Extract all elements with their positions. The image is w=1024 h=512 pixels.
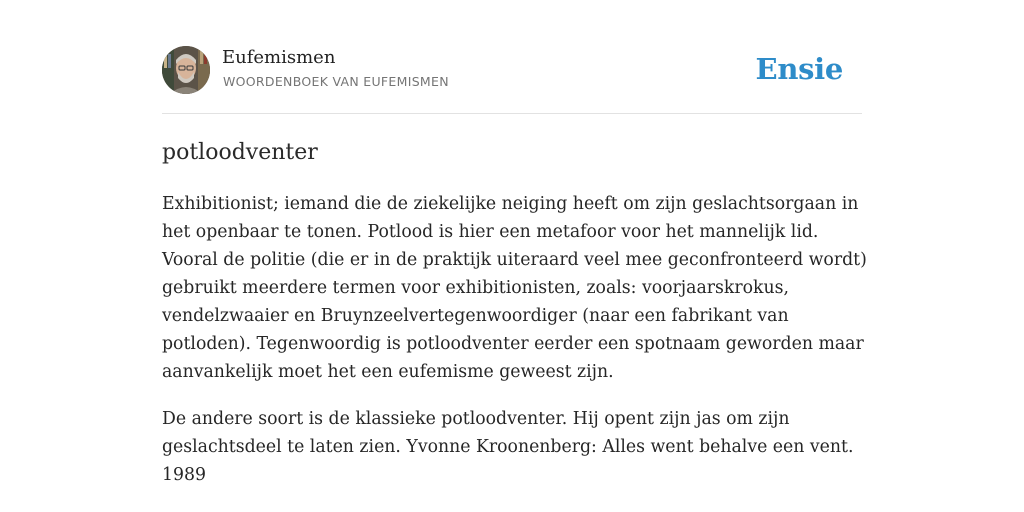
definition-line: De andere soort is de klassieke potloodventer. Hij opent zijn jas om zijn <box>162 409 790 429</box>
dictionary-subtitle: WOORDENBOEK VAN EUFEMISMEN <box>223 74 449 89</box>
definition-line: gebruikt meerdere termen voor exhibitionisten, zoals: voorjaarskrokus, <box>162 278 790 298</box>
entry-term: potloodventer <box>162 140 318 165</box>
dictionary-name[interactable]: Eufemismen <box>222 47 336 68</box>
header-divider <box>162 113 862 114</box>
entry-definition <box>162 190 867 508</box>
definition-paragraph <box>162 405 862 489</box>
definition-line: potloden). Tegenwoordig is potloodventer eerder een spotnaam geworden maar <box>162 334 864 354</box>
definition-line: het openbaar te tonen. Potlood is hier een metafoor voor het mannelijk lid. <box>162 222 819 242</box>
definition-line: geslachtsdeel te laten zien. Yvonne Kroonenberg: Alles went behalve een vent. <box>162 437 854 457</box>
definition-line: 1989 <box>162 465 206 485</box>
definition-line: Exhibitionist; iemand die de ziekelijke neiging heeft om zijn geslachtsorgaan in <box>162 194 859 214</box>
dictionary-header <box>162 46 862 96</box>
definition-line: aanvankelijk moet het een eufemisme geweest zijn. <box>162 362 614 382</box>
ensie-logo[interactable]: Ensie <box>755 52 843 86</box>
definition-line: Vooral de politie (die er in de praktijk uiteraard veel mee geconfronteerd wordt) <box>162 250 867 270</box>
definition-line: vendelzwaaier en Bruynzeelvertegenwoordiger (naar een fabrikant van <box>162 306 789 326</box>
avatar-portrait-image <box>162 46 210 94</box>
entry-card <box>162 0 867 512</box>
definition-paragraph <box>162 190 867 386</box>
dictionary-avatar[interactable] <box>162 46 210 94</box>
